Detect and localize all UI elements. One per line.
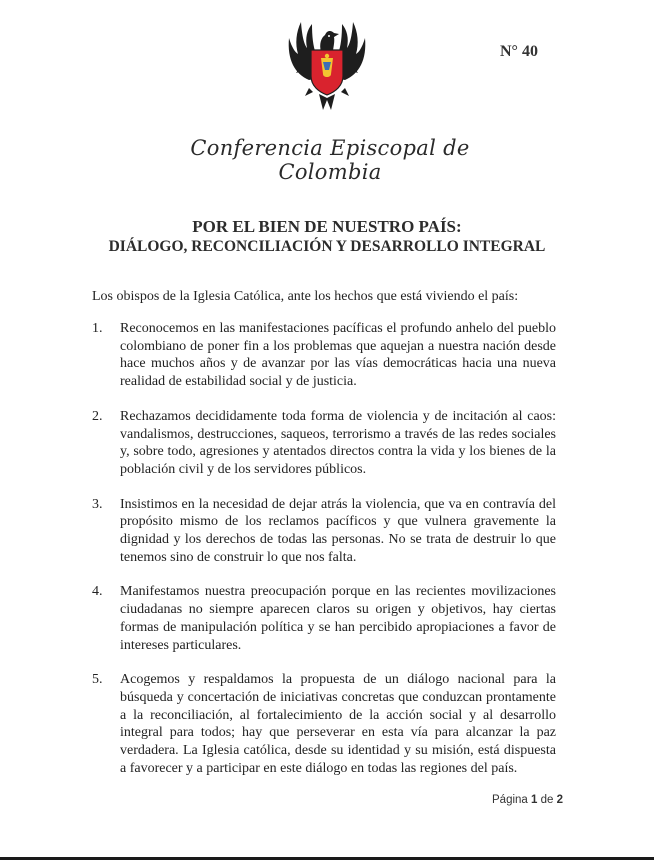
list-item <box>92 671 556 777</box>
coat-of-arms-shield <box>311 50 343 95</box>
list-item <box>92 496 556 567</box>
title-line-2: DIÁLOGO, RECONCILIACIÓN Y DESARROLLO INTEGRAL <box>108 238 546 255</box>
eagle-head <box>320 31 339 52</box>
list-item <box>92 320 556 391</box>
list-item <box>92 408 556 479</box>
item-text: Reconocemos en las manifestaciones pacíficas el profundo anhelo del pueblo colombiano de poner fin a los problemas que aquejan a nuestra nación desde hace muchos años y de avanzar por las vías democráticas hacia una nueva realidad de estabilidad social y de justicia. <box>120 321 556 390</box>
footer-prefix: Página <box>492 794 532 806</box>
list-item <box>92 583 556 654</box>
document-number: N° 40 <box>500 43 538 60</box>
statement-list <box>92 320 556 794</box>
item-number: 4. <box>92 584 103 600</box>
page-footer <box>492 794 563 806</box>
episcopal-conference-eagle-emblem <box>279 18 375 118</box>
title-line-1: POR EL BIEN DE NUESTRO PAÍS: <box>192 217 462 236</box>
item-text: Insistimos en la necesidad de dejar atrás la violencia, que va en contravía del propósito mismo de los reclamos pacíficos y que vulnera gravemente la dignidad y los derechos de todas las personas. No se trata de destruir lo que tenemos sino de construir lo que nos falta. <box>120 496 556 565</box>
intro-paragraph: Los obispos de la Iglesia Católica, ante los hechos que está viviendo el país: <box>92 289 519 304</box>
item-text: Acogemos y respaldamos la propuesta de un diálogo nacional para la búsqueda y concertación de iniciativas concretas que conduzcan prontamente a la reconciliación, al fortalecimiento de la acción social y al desarrollo integral para todos; hay que perseverar en esta vía para alcanzar la paz verdadera. La Iglesia católica, desde su identidad y su misión, está dispuesta a favorecer y a participar en este diálogo en todas las regiones del país. <box>120 672 556 776</box>
item-number: 3. <box>92 496 103 512</box>
item-number: 5. <box>92 672 103 688</box>
item-number: 1. <box>92 321 103 336</box>
item-number: 2. <box>92 408 103 424</box>
footer-middle: de <box>537 794 557 806</box>
item-text: Manifestamos nuestra preocupación porque en las recientes movilizaciones ciudadanas no siempre aparecen claros su origen y objetivos, hay ciertas formas de manipulación política y se han percibido apropiaciones a favor de intereses particulares. <box>120 584 556 653</box>
conference-name-script: Conferencia Episcopal de Colombia <box>190 136 470 184</box>
document-title <box>80 217 574 257</box>
item-text: Rechazamos decididamente toda forma de violencia y de incitación al caos: vandalismos, destrucciones, saqueos, terrorismo a través de las redes sociales y, sobre todo, agresiones y atentados directos contra la vida y los bienes de la población civil y de los servidores públicos. <box>120 408 556 477</box>
footer-current-page: 1 <box>531 794 538 806</box>
footer-total-pages: 2 <box>556 794 564 806</box>
